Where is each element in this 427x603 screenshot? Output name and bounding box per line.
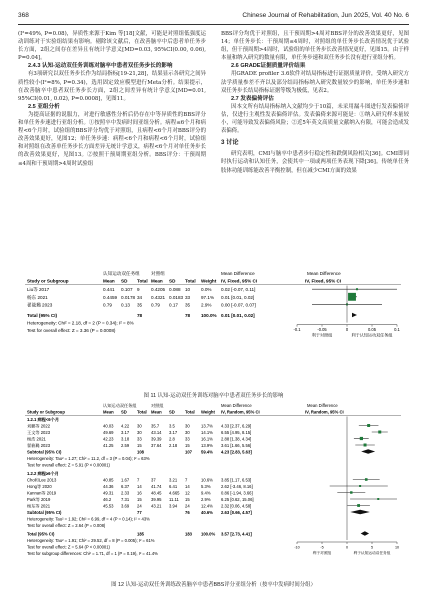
forest-plot-12-svg bbox=[25, 400, 402, 578]
summary-cell: 2.63 [0.66, 4.57] bbox=[221, 510, 252, 515]
paragraph: 因本文所有结局指标纳入文献均少于10篇，未采用漏斗图进行发表偏倚评估，仅进行主观性发表偏倚评估。发表偏倚来源可能是：①纳入研究样本量较小，可能导致发表偏倚风险；②近5年英文高质量文献纳入有限，可能会造成发表偏倚。 bbox=[221, 103, 409, 135]
study-cell: 40.85 bbox=[103, 477, 114, 483]
study-cell: 30 bbox=[185, 430, 190, 435]
study-cell: 2.18 bbox=[169, 443, 178, 448]
axis-tick-label: -0.05 bbox=[317, 327, 327, 333]
column-header: Study or Subgroup bbox=[27, 278, 69, 284]
study-cell: 49.31 bbox=[103, 490, 114, 496]
column-header: Study or Subgroup bbox=[27, 409, 65, 415]
column-header: Mean bbox=[103, 409, 114, 415]
study-cell: 7 bbox=[137, 477, 140, 483]
study-point bbox=[356, 288, 358, 290]
column-header: Mean bbox=[151, 278, 163, 284]
study-cell: 9 bbox=[137, 287, 140, 293]
study-cell: 33 bbox=[137, 436, 142, 442]
axis-label-left: 利于对照组 bbox=[311, 332, 333, 338]
study-cell: 42.23 bbox=[103, 436, 114, 442]
study-cell: 37.64 bbox=[151, 443, 162, 448]
column-header: Total bbox=[137, 409, 147, 415]
study-cell: 0.17 bbox=[169, 302, 178, 308]
study-cell: 45.53 bbox=[103, 503, 114, 509]
study-cell: 2.59 bbox=[121, 443, 130, 448]
study-cell: 4.22 bbox=[121, 423, 130, 429]
plot-header: Mean Difference bbox=[307, 271, 341, 276]
study-cell: 3.17 bbox=[169, 430, 178, 435]
section-heading: 2.7 发表偏倚评估 bbox=[231, 95, 274, 102]
study-cell: 16.1% bbox=[201, 436, 213, 442]
paragraph: 研究表明，CMI与脑卒中患者步行稳定性和跌倒风险相关[36]。CMI即同时执行运动和认知任务，会使其中一项或两项任务表现下降[36]。传统单任务肢体功能训练能改善平衡控制，但在减少CMI方面的效果 bbox=[221, 151, 409, 174]
study-cell: 35 bbox=[185, 302, 191, 308]
study-cell: 0.0183 bbox=[169, 294, 184, 300]
study-cell: 41.74 bbox=[151, 484, 162, 489]
study-cell: 7 bbox=[185, 477, 188, 483]
stat-note: Test for overall effect: Z = 5.91 (P < 0.00001) bbox=[27, 462, 110, 468]
plot-method-header: IV, Fixed, 95% CI bbox=[305, 278, 342, 284]
column-header: Mean bbox=[151, 409, 162, 415]
group-header-ctrl: 对照组 bbox=[151, 403, 164, 408]
study-point bbox=[367, 424, 370, 427]
study-cell: 4.665 bbox=[169, 490, 180, 496]
summary-diamond bbox=[361, 449, 375, 453]
summary-cell: 78 bbox=[185, 313, 191, 318]
study-point bbox=[360, 437, 363, 440]
study-cell: 0.4205 bbox=[151, 287, 166, 293]
study-cell: 0.0% bbox=[201, 287, 212, 293]
study-cell: 44.36 bbox=[103, 484, 114, 489]
column-header: Total bbox=[185, 409, 195, 415]
study-cell: 41.25 bbox=[103, 443, 114, 448]
study-cell: 15 bbox=[185, 443, 190, 448]
study-cell: 3.18 bbox=[121, 436, 130, 442]
study-cell: 13.9% bbox=[201, 443, 213, 448]
column-header: IV, Fixed, 95% CI bbox=[221, 278, 258, 284]
study-cell: 0.13 bbox=[121, 302, 130, 308]
plot-header: Mean Difference bbox=[307, 403, 338, 408]
study-cell: 0.107 bbox=[121, 287, 133, 293]
study-point bbox=[365, 478, 368, 481]
page-header bbox=[18, 12, 409, 25]
study-cell: Park等 2019 bbox=[27, 497, 51, 502]
stat-note: Heterogeneity: Tau² = 1.92; Chi² = 6.99, df = 4 (P = 0.14); I² = 43% bbox=[27, 516, 150, 522]
stat-note: Test for overall effect: Z = 5.64 (P < 0.00001) bbox=[27, 544, 110, 550]
axis-tick-label: -10 bbox=[294, 545, 300, 550]
summary-cell: 4.23 [2.83, 5.63] bbox=[221, 449, 252, 455]
column-header: Weight bbox=[201, 278, 217, 284]
subgroup-title: 1.2.1 病程<6个月 bbox=[27, 417, 60, 422]
study-cell: Cho和Lee 2013 bbox=[27, 477, 57, 483]
study-cell: 0.441 bbox=[103, 287, 115, 293]
study-cell: 15 bbox=[137, 443, 142, 448]
study-point bbox=[348, 293, 356, 301]
summary-diamond bbox=[352, 313, 357, 317]
study-cell: 2.62 [-3.46, 8.16] bbox=[221, 484, 253, 489]
study-cell: 3.17 bbox=[121, 430, 130, 435]
study-cell: 3.94 bbox=[169, 503, 178, 509]
axis-tick-label: 0.1 bbox=[394, 327, 400, 333]
summary-cell: Subtotal (95% CI) bbox=[27, 510, 62, 515]
stat-note: Heterogeneity: Chi² = 2.18, df = 2 (P = 0.34); I² = 8% bbox=[27, 320, 134, 326]
stat-note: Test for overall effect: Z = 2.64 (P = 0.008) bbox=[27, 523, 106, 528]
study-cell: 15 bbox=[137, 497, 142, 502]
study-cell: 3.61 [1.66, 5.56] bbox=[221, 443, 252, 448]
group-header-ctrl: 对照组 bbox=[151, 271, 165, 276]
study-point bbox=[377, 498, 379, 500]
paragraph: 有3项研究以双任务步长作为结局指标[19-21,28]，结果显示各研究之间异质性较小(I²=8%, P=0.34)，选用固定效应模型进行Meta分析。结果提示，在改善脑卒中患者双任务步长方面，2组之间差异有统计学意义[MD=0.01, 95%CI(0.01, 0.02), P=0.0008]，见图11。 bbox=[18, 71, 206, 102]
column-header: IV, Random, 95% CI bbox=[221, 409, 260, 415]
study-cell: 杨浩 2021 bbox=[27, 436, 46, 442]
section-heading: 3 讨论 bbox=[221, 139, 239, 147]
column-header: SD bbox=[121, 278, 128, 284]
study-cell: 杨东 2021 bbox=[27, 294, 48, 300]
study-cell: 46.2 bbox=[103, 497, 112, 502]
study-cell: 2.9% bbox=[201, 302, 212, 308]
journal-title: Chinese Journal of Rehabilitation, Jun 2025, Vol. 40 No. 6 bbox=[242, 12, 409, 19]
study-cell: 6.37 bbox=[121, 484, 130, 489]
study-cell: 97.1% bbox=[201, 294, 215, 300]
summary-diamond bbox=[350, 510, 370, 514]
figure-11-caption: 图 11 认知-运动双任务训练对脑卒中患者双任务步长的影响 bbox=[143, 393, 284, 399]
summary-cell: 0.01 [0.01, 0.02] bbox=[221, 313, 255, 318]
study-point bbox=[378, 430, 381, 433]
study-cell: Kannan等 2019 bbox=[27, 490, 57, 496]
axis-tick-label: 0.05 bbox=[368, 327, 376, 333]
study-cell: 33 bbox=[185, 436, 190, 442]
study-cell: 14 bbox=[185, 484, 190, 489]
study-cell: 16 bbox=[137, 490, 142, 496]
study-cell: 4.33 [2.37, 6.29] bbox=[221, 423, 252, 429]
stat-note: Heterogeneity: Tau² = 1.27; Chi² = 11.2, df = 3 (P = 0.04); I² = 63% bbox=[27, 456, 150, 461]
study-cell: 35.7 bbox=[151, 423, 160, 429]
study-cell: 48.45 bbox=[151, 490, 162, 496]
summary-cell: 77 bbox=[137, 510, 142, 515]
column-header: SD bbox=[169, 278, 176, 284]
section-heading: 2.5 亚组分析 bbox=[28, 103, 60, 110]
study-cell: 40.03 bbox=[103, 423, 114, 429]
page-number: 368 bbox=[18, 12, 29, 19]
summary-cell: 59.4% bbox=[201, 449, 213, 455]
study-cell: 2.32 [0.06, 4.58] bbox=[221, 503, 252, 509]
axis-tick-label: 0 bbox=[345, 545, 349, 550]
study-cell: 0.4321 bbox=[151, 294, 166, 300]
study-cell: 0.79 bbox=[151, 302, 160, 308]
study-cell: 0.86 [-1.94, 3.66] bbox=[221, 490, 253, 496]
study-cell: 15 bbox=[185, 497, 190, 502]
stat-note: Test for subgroup differences: Chi² = 1.71, df = 1 (P = 0.19), I² = 41.4% bbox=[27, 551, 158, 556]
study-cell: 24 bbox=[137, 503, 142, 509]
column-header: Mean bbox=[103, 278, 115, 284]
study-cell: 14 bbox=[137, 484, 142, 489]
left-column bbox=[18, 30, 206, 168]
plot-method-header: IV, Random, 95% CI bbox=[305, 409, 344, 415]
study-cell: 13.7% bbox=[201, 423, 213, 429]
paragraph: 为提高证据的说服力，对进行敏感性分析后仍存在中等异质性的BBS评分和单任务步速进行亚组分析。①按照卒中发病时间亚组分析。病程≤6个月和病程<6个月时，试验组的BBS评分均优于对照组，且病程<6个月对BBS评分的改善效果更好，见图12；单任务步速：病程<6个月和病程<6个月时，试验组和对照组在改善单任务步长方面差异无统计学意义，病程<6个月对单任务步长的改善效果更好，见图13。②按照干预周期亚组分析。BBS评分：干预周期≤4周和干预周期>4周时试验组 bbox=[18, 111, 206, 167]
study-cell: 49.69 bbox=[103, 430, 114, 435]
study-point bbox=[359, 485, 361, 487]
axis-tick-label: 0 bbox=[345, 327, 349, 333]
forest-plot-figure-11 bbox=[25, 268, 402, 392]
summary-cell: 76 bbox=[185, 510, 190, 515]
study-cell: 0.088 bbox=[169, 287, 181, 293]
study-cell: 0.02 [-0.07, 0.11] bbox=[221, 287, 256, 293]
summary-cell: Subtotal (95% CI) bbox=[27, 449, 62, 455]
summary-cell: 183 bbox=[185, 531, 192, 537]
study-cell: 6.25 [0.62, 15.06] bbox=[221, 497, 254, 502]
study-cell: 39.95 bbox=[151, 497, 162, 502]
summary-cell: 100.0% bbox=[201, 313, 217, 318]
study-cell: 3.21 bbox=[169, 477, 178, 483]
study-cell: 2.33 bbox=[121, 490, 130, 496]
summary-cell: 3.57 [2.73, 4.41] bbox=[221, 531, 252, 537]
study-cell: 12.4% bbox=[201, 503, 213, 509]
paragraph: 用GRADE profiler 3.6软件对结局指标进行证据质量评价，受纳入研究方法学质量参差不齐以及部分结局指标纳入研究数量较少的影响，单任务步速和双任务步长结局指标证据等级为极低，见表2。 bbox=[221, 71, 409, 94]
study-cell: 2.9% bbox=[201, 497, 211, 502]
mean-diff-header: Mean Difference bbox=[221, 403, 252, 408]
summary-cell: 78 bbox=[137, 313, 143, 318]
study-cell: 37 bbox=[151, 477, 156, 483]
study-cell: 0.4459 bbox=[103, 294, 118, 300]
study-cell: 6.41 bbox=[169, 484, 178, 489]
summary-cell: 107 bbox=[185, 449, 192, 455]
study-cell: 0.00 [-0.07, 0.07] bbox=[221, 302, 256, 308]
study-cell: 30 bbox=[137, 423, 142, 429]
study-cell: 9.4% bbox=[201, 490, 211, 496]
study-cell: Liu等 2017 bbox=[27, 287, 50, 293]
stat-note: Heterogeneity: Tau² = 1.91; Chi² = 29.52, df = 8 (P = 0.005); I² = 61% bbox=[27, 538, 155, 543]
study-cell: 3.85 [1.17, 6.53] bbox=[221, 477, 252, 483]
study-cell: 35 bbox=[137, 302, 143, 308]
study-cell: 5.3% bbox=[201, 484, 211, 489]
study-cell: 翟筱璐 2023 bbox=[27, 443, 51, 448]
paragraph: (I²=49%, P=0.08)，异质性来源于Kim 等[18]文献，可能是对照组低强度运动训练对于实验组结果有影响。剔除该文献后，在改善脑卒中后患者单任务步长方面，2组之间存在差异且有统计学意义[MD=0.03, 95%CI(0.00, 0.06), P=0.04]。 bbox=[18, 31, 206, 62]
axis-tick-label: -5 bbox=[320, 545, 324, 550]
study-cell: 24 bbox=[185, 503, 190, 509]
axis-tick-label: -0.1 bbox=[293, 327, 301, 333]
study-cell: 0.0178 bbox=[121, 294, 136, 300]
study-cell: 2.8 bbox=[169, 436, 175, 442]
axis-tick-label: 10 bbox=[394, 545, 400, 550]
study-cell: 30 bbox=[137, 430, 142, 435]
figure-12-caption: 图 12 认知-运动双任务训练改善脑卒中患者BBS评分亚组分析（按卒中发病时间分组） bbox=[111, 582, 316, 588]
study-point bbox=[364, 444, 367, 447]
study-cell: 0.79 bbox=[103, 302, 112, 308]
mean-diff-header: Mean Difference bbox=[221, 271, 255, 276]
axis-label-right: 利于认知运动双任务组 bbox=[351, 332, 393, 338]
study-cell: 30 bbox=[185, 423, 190, 429]
forest-plot-figure-12 bbox=[25, 400, 402, 578]
study-cell: 翟筱璐 2023 bbox=[27, 302, 53, 308]
group-header-exp: 认知运动双任务组 bbox=[103, 271, 140, 276]
study-cell: 2.88 [1.38, 4.34] bbox=[221, 436, 252, 442]
summary-diamond bbox=[361, 531, 369, 535]
study-cell: 王文等 2023 bbox=[27, 430, 51, 435]
forest-plot-11-svg bbox=[25, 268, 402, 392]
study-cell: 杨东等 2021 bbox=[27, 503, 51, 509]
axis-label-left: 利于对照组 bbox=[312, 551, 332, 555]
column-header: SD bbox=[121, 409, 127, 415]
group-header-exp: 认知运动双任务组 bbox=[103, 403, 137, 408]
study-cell: 11.11 bbox=[169, 497, 179, 502]
study-point bbox=[357, 504, 360, 507]
summary-cell: 108 bbox=[137, 449, 144, 455]
paragraph: BBS评分均优于对照组，且干预周期>4周对BBS评分的改善效果更好，见图14；单任务步长：干预周期≤4周时，对照组的单任务步长改善情况优于试验组，但干预周期>4周时，试验组的单任务步长改善情况更好，见图15。由于样本量和纳入研究的数量有限，单任务步速和双任务步长没有进行亚组分析。 bbox=[221, 31, 409, 62]
summary-cell: 100.0% bbox=[201, 531, 216, 537]
column-header: Total bbox=[185, 278, 196, 284]
study-cell: 14.1% bbox=[201, 430, 213, 435]
stat-note: Test for overall effect: Z = 3.36 (P = 0.0008) bbox=[27, 328, 116, 334]
summary-cell: 185 bbox=[137, 531, 144, 537]
study-cell: 0.01 [0.01, 0.02] bbox=[221, 294, 255, 300]
axis-label-right: 利于认知运动双任务组 bbox=[353, 551, 391, 555]
study-point bbox=[350, 491, 352, 493]
summary-cell: 40.6% bbox=[201, 510, 213, 515]
study-cell: 34 bbox=[137, 294, 143, 300]
subgroup-title: 1.2.2 病程≥6个月 bbox=[27, 471, 59, 476]
study-cell: 3.69 bbox=[121, 503, 130, 509]
study-cell: 6.55 [4.95, 8.15] bbox=[221, 430, 252, 435]
study-cell: 3.5 bbox=[169, 423, 175, 429]
column-header: SD bbox=[169, 409, 175, 415]
column-header: Total bbox=[137, 278, 148, 284]
study-cell: 10.6% bbox=[201, 477, 213, 483]
study-cell: Hong等 2020 bbox=[27, 484, 52, 489]
study-cell: 43.14 bbox=[151, 430, 162, 435]
study-cell: 12 bbox=[185, 490, 190, 496]
study-cell: 刘鹏等 2022 bbox=[27, 423, 51, 429]
section-heading: 2.6 GRADE证据质量评价结果 bbox=[231, 63, 306, 70]
study-cell: 7.31 bbox=[121, 497, 130, 502]
study-cell: 10 bbox=[185, 287, 191, 293]
study-cell: 43.21 bbox=[151, 503, 162, 509]
column-header: Weight bbox=[201, 409, 215, 415]
study-cell: 33 bbox=[185, 294, 191, 300]
right-column bbox=[221, 30, 409, 175]
section-heading: 2.4.3 认知-运动双任务训练对脑卒中患者双任务步长的影响 bbox=[28, 63, 173, 70]
study-cell: 39.39 bbox=[151, 436, 162, 442]
summary-cell: Total (95% CI) bbox=[27, 313, 58, 318]
axis-tick-label: 5 bbox=[370, 545, 374, 550]
study-cell: 1.67 bbox=[121, 477, 130, 483]
summary-cell: Total (95% CI) bbox=[27, 531, 55, 537]
